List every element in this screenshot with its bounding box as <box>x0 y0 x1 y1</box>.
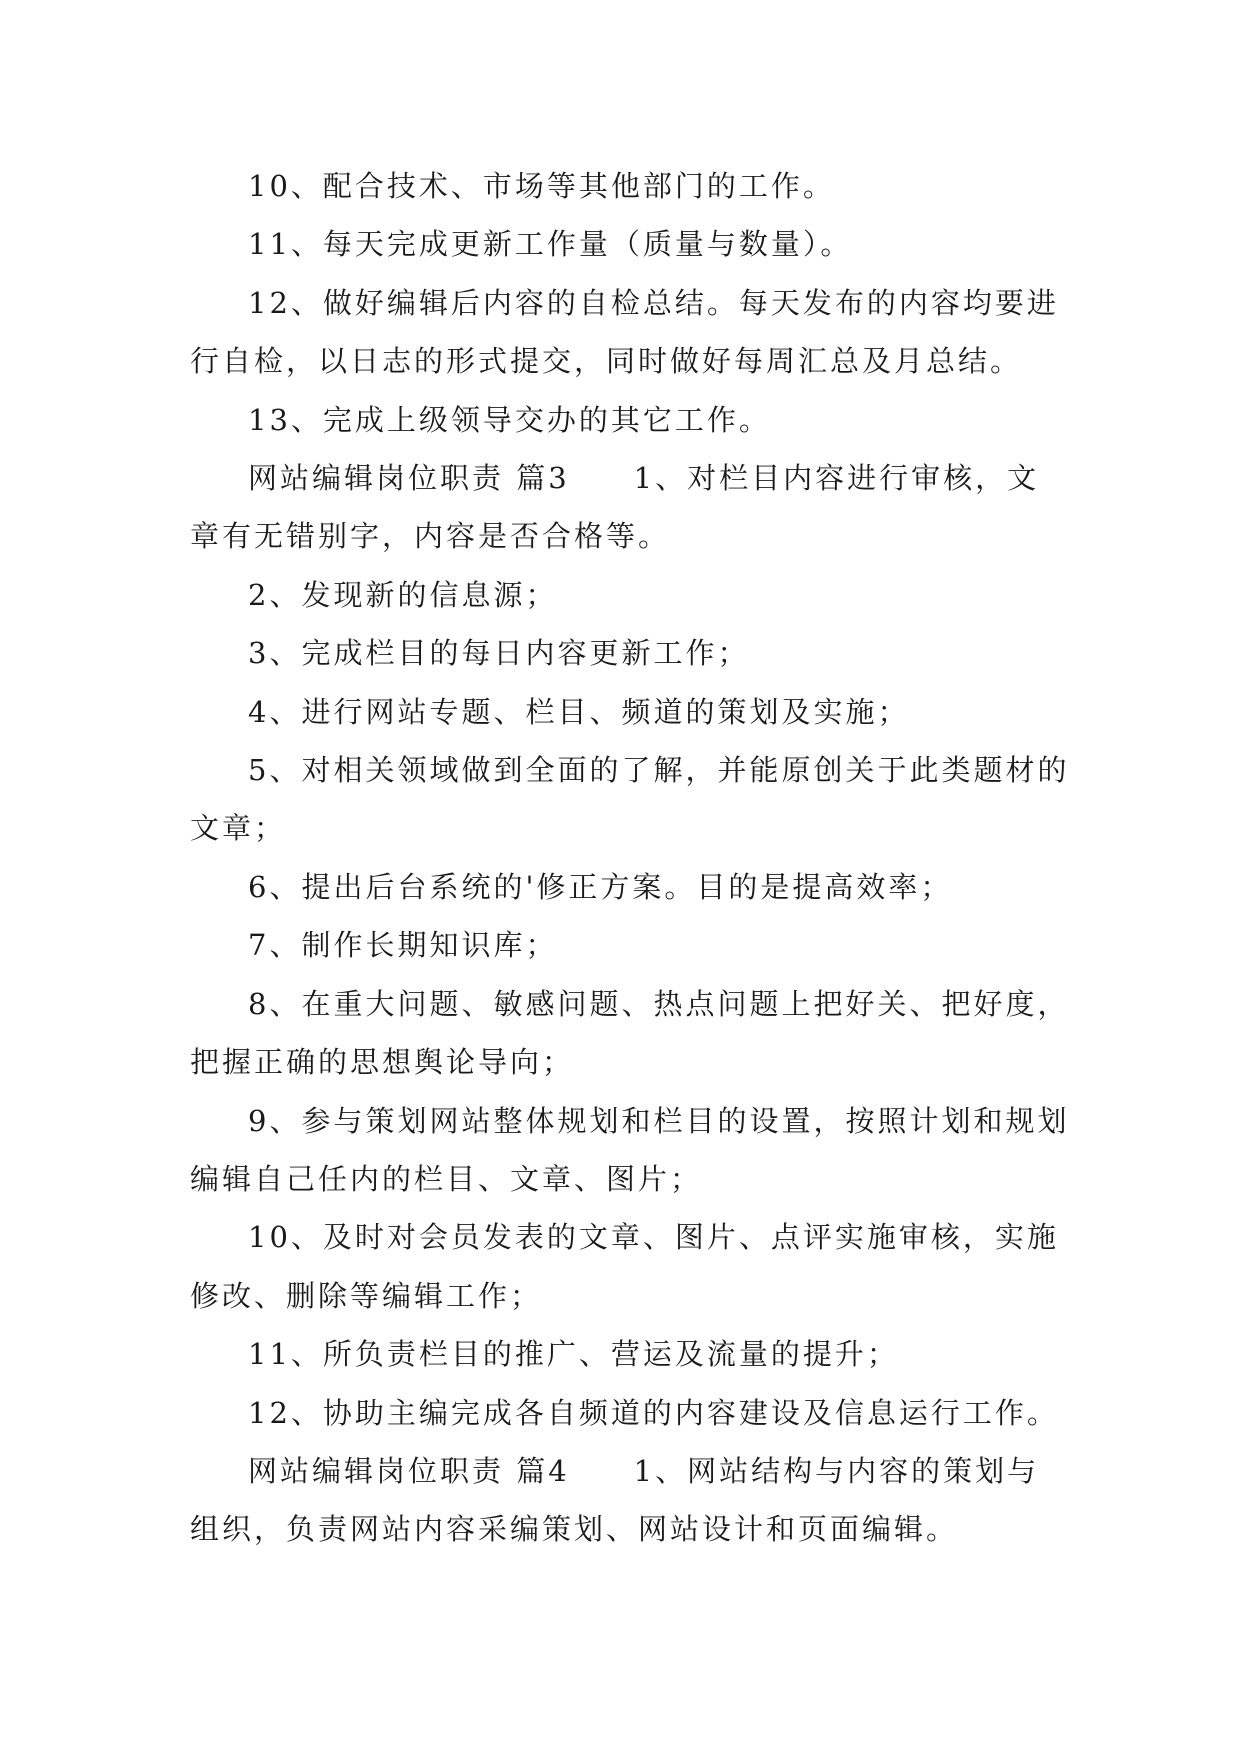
paragraph: 8、在重大问题、敏感问题、热点问题上把好关、把好度，把握正确的思想舆论导向； <box>190 986 1070 1080</box>
paragraph: 3、完成栏目的每日内容更新工作； <box>248 636 750 671</box>
section-heading-paragraph: 网站编辑岗位职责 篇4 1、网站结构与内容的策划与组织，负责网站内容采编策划、网站设计和页面编辑。 <box>190 1453 1040 1547</box>
paragraph: 10、配合技术、市场等其他部门的工作。 <box>248 169 835 203</box>
paragraph: 10、及时对会员发表的文章、图片、点评实施审核，实施修改、删除等编辑工作； <box>190 1220 1059 1313</box>
paragraph: 9、参与策划网站整体规划和栏目的设置，按照计划和规划编辑自己任内的栏目、文章、图片； <box>190 1103 1070 1196</box>
paragraph: 2、发现新的信息源； <box>248 577 558 612</box>
paragraph: 12、协助主编完成各自频道的内容建设及信息运行工作。 <box>248 1395 1059 1430</box>
paragraph: 11、每天完成更新工作量（质量与数量）。 <box>248 227 853 262</box>
paragraph: 11、所负责栏目的推广、营运及流量的提升； <box>248 1337 899 1372</box>
document-body <box>190 157 1070 1559</box>
paragraph: 4、进行网站专题、栏目、频道的策划及实施； <box>248 694 910 729</box>
section-heading-paragraph: 网站编辑岗位职责 篇3 1、对栏目内容进行审核，文章有无错别字，内容是否合格等。 <box>190 461 1040 554</box>
paragraph: 7、制作长期知识库； <box>248 928 558 963</box>
paragraph: 13、完成上级领导交办的其它工作。 <box>248 402 771 437</box>
paragraph: 6、提出后台系统的'修正方案。目的是提高效率； <box>248 869 953 904</box>
paragraph: 12、做好编辑后内容的自检总结。每天发布的内容均要进行自检，以日志的形式提交，同时做好每周汇总及月总结。 <box>190 285 1059 379</box>
paragraph: 5、对相关领域做到全面的了解，并能原创关于此类题材的文章； <box>190 753 1070 846</box>
